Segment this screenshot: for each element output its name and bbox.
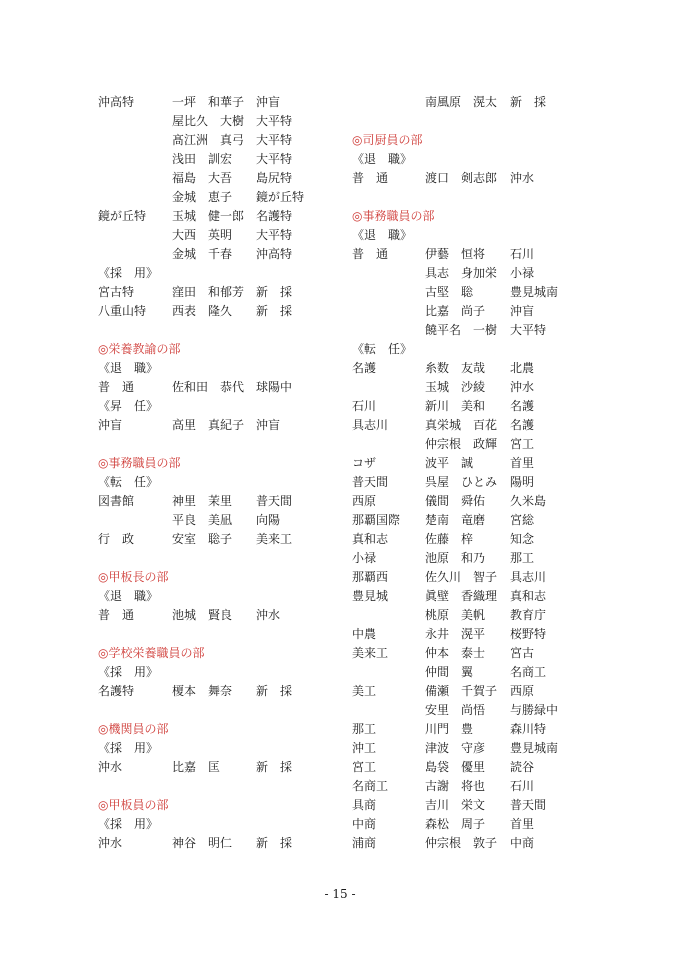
personnel-row	[98, 758, 293, 777]
to-school: 首里	[510, 817, 535, 831]
from-school: 美工	[352, 684, 377, 698]
from-school: 真和志	[352, 532, 389, 546]
to-school: 宮古	[510, 646, 535, 660]
person-name: 桃原 美帆	[425, 608, 486, 622]
person-name: 榎本 舞奈	[172, 684, 233, 698]
from-school: 具商	[352, 798, 377, 812]
personnel-row	[352, 606, 547, 625]
person-name: 比嘉 匡	[172, 760, 221, 774]
person-name: 仲宗根 敦子	[425, 836, 498, 850]
to-school: 具志川	[510, 570, 547, 584]
subsection-label: 《転 任》	[352, 342, 413, 356]
person-name: 仲間 翼	[425, 665, 474, 679]
section-heading: ◎甲板長の部	[98, 570, 169, 584]
person-name: 神里 茉里	[172, 494, 233, 508]
to-school: 普天間	[510, 798, 547, 812]
section-heading: ◎事務職員の部	[98, 456, 181, 470]
to-school: 新 採	[256, 285, 293, 299]
person-name: 池原 和乃	[425, 551, 486, 565]
to-school: 球陽中	[256, 380, 293, 394]
personnel-row	[98, 226, 293, 245]
personnel-row	[352, 321, 547, 340]
personnel-row	[352, 492, 547, 511]
personnel-row	[98, 207, 293, 226]
to-school: 名護	[510, 418, 535, 432]
from-school: 那覇国際	[352, 513, 401, 527]
from-school: 小禄	[352, 551, 377, 565]
person-name: 眞壁 香織理	[425, 589, 498, 603]
person-name: 比嘉 尚子	[425, 304, 486, 318]
personnel-row	[352, 511, 535, 530]
to-school: 鏡が丘特	[256, 190, 305, 204]
to-school: 那工	[510, 551, 535, 565]
person-name: 吉川 栄文	[425, 798, 486, 812]
to-school: 大平特	[256, 152, 293, 166]
person-name: 池城 賢良	[172, 608, 233, 622]
personnel-row	[352, 739, 559, 758]
person-name: 佐藤 梓	[425, 532, 474, 546]
spacer	[98, 701, 204, 720]
spacer	[98, 549, 204, 568]
to-school: 沖盲	[256, 418, 281, 432]
from-school: コザ	[352, 456, 377, 470]
to-school: 沖水	[510, 380, 535, 394]
personnel-row	[352, 758, 535, 777]
person-name: 佐和田 恭代	[172, 380, 245, 394]
to-school: 美来工	[256, 532, 293, 546]
to-school: 北農	[510, 361, 535, 375]
personnel-row	[352, 416, 535, 435]
from-school: 沖高特	[98, 95, 135, 109]
to-school: 新 採	[256, 760, 293, 774]
to-school: 教育庁	[510, 608, 547, 622]
section-heading: ◎司厨員の部	[352, 133, 423, 147]
to-school: 沖盲	[256, 95, 281, 109]
from-school: 普天間	[352, 475, 389, 489]
from-school: 普 通	[352, 247, 389, 261]
to-school: 桜野特	[510, 627, 547, 641]
person-name: 古謝 将也	[425, 779, 486, 793]
personnel-row	[352, 283, 559, 302]
personnel-row	[98, 682, 293, 701]
person-name: 南風原 滉太	[425, 95, 498, 109]
subsection-label: 《退 職》	[352, 228, 413, 242]
personnel-row	[352, 663, 547, 682]
subsection-label: 《採 用》	[98, 741, 159, 755]
person-name: 安室 聡子	[172, 532, 233, 546]
to-school: 宮工	[510, 437, 535, 451]
person-name: 森松 周子	[425, 817, 486, 831]
personnel-row	[352, 169, 535, 188]
person-name: 金城 千春	[172, 247, 233, 261]
personnel-row	[352, 568, 547, 587]
from-school: 名護特	[98, 684, 135, 698]
to-school: 知念	[510, 532, 535, 546]
section-heading: ◎機関員の部	[98, 722, 169, 736]
person-name: 楚南 竜磨	[425, 513, 486, 527]
subsection-label: 《転 任》	[98, 475, 159, 489]
to-school: 新 採	[256, 684, 293, 698]
person-name: 玉城 沙綾	[425, 380, 486, 394]
person-name: 糸数 友哉	[425, 361, 486, 375]
person-name: 饒平名 一樹	[425, 323, 498, 337]
personnel-row	[352, 473, 535, 492]
from-school: 沖水	[98, 836, 123, 850]
to-school: 大平特	[256, 114, 293, 128]
to-school: 宮総	[510, 513, 535, 527]
person-name: 川門 豊	[425, 722, 474, 736]
right-column	[352, 93, 559, 853]
from-school: 中農	[352, 627, 377, 641]
personnel-row	[98, 606, 281, 625]
personnel-row	[98, 511, 281, 530]
personnel-row	[352, 549, 535, 568]
spacer	[98, 777, 204, 796]
person-name: 玉城 健一郎	[172, 209, 245, 223]
person-name: 髙江洲 真弓	[172, 133, 245, 147]
from-school: 名護	[352, 361, 377, 375]
subsection-label: 《退 職》	[352, 152, 413, 166]
personnel-row	[352, 435, 535, 454]
from-school: 名商工	[352, 779, 389, 793]
personnel-row	[98, 302, 293, 321]
personnel-row	[98, 378, 293, 397]
personnel-row	[352, 796, 547, 815]
personnel-row	[352, 587, 547, 606]
from-school: 豊見城	[352, 589, 389, 603]
person-name: 具志 身加栄	[425, 266, 498, 280]
to-school: 首里	[510, 456, 535, 470]
from-school: 普 通	[352, 171, 389, 185]
subsection-label: 《退 職》	[98, 589, 159, 603]
personnel-row	[352, 701, 559, 720]
to-school: 西原	[510, 684, 535, 698]
to-school: 石川	[510, 779, 535, 793]
to-school: 森川特	[510, 722, 547, 736]
personnel-row	[352, 264, 535, 283]
person-name: 佐久川 智子	[425, 570, 498, 584]
personnel-row	[98, 283, 293, 302]
from-school: 中商	[352, 817, 377, 831]
person-name: 波平 誠	[425, 456, 474, 470]
from-school: 那覇西	[352, 570, 389, 584]
to-school: 久米島	[510, 494, 547, 508]
person-name: 仲宗根 政輝	[425, 437, 498, 451]
to-school: 沖水	[256, 608, 281, 622]
to-school: 名護特	[256, 209, 293, 223]
from-school: 沖水	[98, 760, 123, 774]
person-name: 古堅 聡	[425, 285, 474, 299]
to-school: 豊見城南	[510, 741, 559, 755]
person-name: 一坪 和華子	[172, 95, 245, 109]
personnel-row	[352, 245, 535, 264]
personnel-row	[98, 530, 293, 549]
from-school: 浦商	[352, 836, 377, 850]
person-name: 高里 真紀子	[172, 418, 245, 432]
personnel-row	[98, 93, 281, 112]
spacer	[98, 435, 204, 454]
to-school: 向陽	[256, 513, 281, 527]
spacer	[98, 321, 204, 340]
person-name: 屋比久 大樹	[172, 114, 245, 128]
personnel-row	[352, 378, 535, 397]
person-name: 島袋 優里	[425, 760, 486, 774]
personnel-row	[352, 777, 535, 796]
from-school: 宮古特	[98, 285, 135, 299]
to-school: 豊見城南	[510, 285, 559, 299]
spacer	[98, 625, 204, 644]
to-school: 名商工	[510, 665, 547, 679]
to-school: 普天間	[256, 494, 293, 508]
to-school: 名護	[510, 399, 535, 413]
personnel-row	[352, 625, 547, 644]
person-name: 新川 美和	[425, 399, 486, 413]
personnel-row	[352, 397, 535, 416]
to-school: 読谷	[510, 760, 535, 774]
subsection-label: 《昇 任》	[98, 399, 159, 413]
person-name: 備瀬 千賀子	[425, 684, 498, 698]
to-school: 島尻特	[256, 171, 293, 185]
from-school: 八重山特	[98, 304, 147, 318]
to-school: 大平特	[256, 228, 293, 242]
person-name: 窪田 和郁芳	[172, 285, 245, 299]
to-school: 沖高特	[256, 247, 293, 261]
personnel-row	[98, 169, 293, 188]
to-school: 新 採	[256, 304, 293, 318]
personnel-row	[98, 245, 293, 264]
personnel-row	[98, 112, 293, 131]
to-school: 真和志	[510, 589, 547, 603]
to-school: 中商	[510, 836, 535, 850]
personnel-row	[98, 188, 305, 207]
section-heading: ◎甲板員の部	[98, 798, 169, 812]
person-name: 浅田 訓宏	[172, 152, 233, 166]
person-name: 呉屋 ひとみ	[425, 475, 498, 489]
personnel-row	[98, 416, 281, 435]
to-school: 大平特	[510, 323, 547, 337]
person-name: 伊藝 恒将	[425, 247, 486, 261]
from-school: 石川	[352, 399, 377, 413]
subsection-label: 《退 職》	[98, 361, 159, 375]
personnel-row	[98, 150, 293, 169]
from-school: 行 政	[98, 532, 135, 546]
person-name: 金城 恵子	[172, 190, 233, 204]
from-school: 図書館	[98, 494, 135, 508]
personnel-row	[352, 359, 535, 378]
to-school: 小禄	[510, 266, 535, 280]
person-name: 安里 尚悟	[425, 703, 486, 717]
person-name: 神谷 明仁	[172, 836, 233, 850]
personnel-row	[352, 682, 535, 701]
to-school: 沖水	[510, 171, 535, 185]
subsection-label: 《採 用》	[98, 665, 159, 679]
from-school: 沖工	[352, 741, 377, 755]
spacer	[352, 188, 434, 207]
page-number: - 15 -	[324, 887, 356, 901]
person-name: 大西 英明	[172, 228, 233, 242]
to-school: 新 採	[256, 836, 293, 850]
section-heading: ◎学校栄養職員の部	[98, 646, 205, 660]
person-name: 津波 守彦	[425, 741, 486, 755]
personnel-row	[98, 131, 293, 150]
from-school: 具志川	[352, 418, 389, 432]
to-school: 大平特	[256, 133, 293, 147]
from-school: 鏡が丘特	[98, 209, 147, 223]
section-heading: ◎栄養教諭の部	[98, 342, 181, 356]
person-name: 仲本 泰士	[425, 646, 486, 660]
personnel-row	[352, 93, 547, 112]
to-school: 沖盲	[510, 304, 535, 318]
personnel-row	[352, 530, 535, 549]
person-name: 西表 隆久	[172, 304, 233, 318]
person-name: 福島 大吾	[172, 171, 233, 185]
personnel-row	[98, 834, 293, 853]
from-school: 普 通	[98, 608, 135, 622]
from-school: 普 通	[98, 380, 135, 394]
to-school: 石川	[510, 247, 535, 261]
person-name: 永井 滉平	[425, 627, 486, 641]
section-heading: ◎事務職員の部	[352, 209, 435, 223]
to-school: 陽明	[510, 475, 535, 489]
from-school: 那工	[352, 722, 377, 736]
personnel-row	[352, 454, 535, 473]
to-school: 与勝緑中	[510, 703, 559, 717]
personnel-row	[352, 720, 547, 739]
from-school: 沖盲	[98, 418, 123, 432]
personnel-row	[352, 815, 535, 834]
personnel-row	[352, 834, 535, 853]
left-column	[98, 93, 305, 853]
spacer	[352, 112, 434, 131]
subsection-label: 《採 用》	[98, 817, 159, 831]
from-school: 宮工	[352, 760, 377, 774]
from-school: 西原	[352, 494, 377, 508]
person-name: 儀間 舜佑	[425, 494, 486, 508]
subsection-label: 《採 用》	[98, 266, 159, 280]
person-name: 渡口 剣志郎	[425, 171, 498, 185]
person-name: 平良 美凪	[172, 513, 233, 527]
person-name: 真栄城 百花	[425, 418, 498, 432]
from-school: 美来工	[352, 646, 389, 660]
personnel-row	[98, 492, 293, 511]
personnel-row	[352, 644, 535, 663]
to-school: 新 採	[510, 95, 547, 109]
personnel-row	[352, 302, 535, 321]
